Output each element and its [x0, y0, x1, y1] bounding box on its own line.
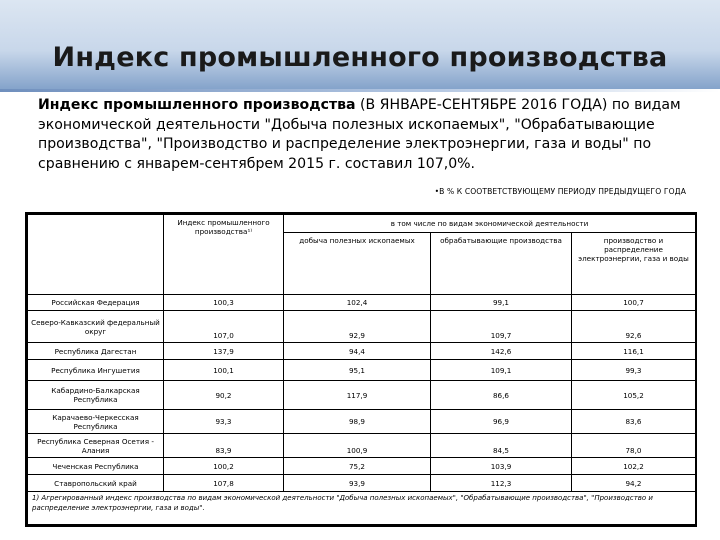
index-cell: 83,9: [164, 434, 284, 458]
region-cell: Российская Федерация: [28, 295, 164, 311]
mining-cell: 92,9: [284, 311, 431, 343]
lead-paragraph: [38, 96, 690, 174]
energy-cell: 99,3: [572, 360, 696, 381]
table-header-row-1: [28, 215, 696, 233]
data-table-frame: [25, 212, 697, 527]
mining-cell: 98,9: [284, 410, 431, 434]
table-row: [28, 360, 696, 381]
manufacturing-cell: 112,3: [431, 475, 572, 492]
manufacturing-cell: 103,9: [431, 458, 572, 475]
table-row: [28, 434, 696, 458]
index-cell: 93,3: [164, 410, 284, 434]
energy-cell: 116,1: [572, 343, 696, 360]
mining-cell: 100,9: [284, 434, 431, 458]
table-row: [28, 295, 696, 311]
manufacturing-cell: 99,1: [431, 295, 572, 311]
index-cell: 107,8: [164, 475, 284, 492]
energy-cell: 94,2: [572, 475, 696, 492]
energy-cell: 102,2: [572, 458, 696, 475]
header-mining: добыча полезных ископаемых: [284, 233, 431, 295]
index-cell: 100,3: [164, 295, 284, 311]
header-group: в том числе по видам экономической деятельности: [284, 215, 696, 233]
mining-cell: 93,9: [284, 475, 431, 492]
mining-cell: 117,9: [284, 381, 431, 410]
manufacturing-cell: 84,5: [431, 434, 572, 458]
energy-cell: 105,2: [572, 381, 696, 410]
region-cell: Чеченская Республика: [28, 458, 164, 475]
table-footnote-row: [28, 492, 696, 525]
index-cell: 90,2: [164, 381, 284, 410]
header-index: Индекс промышленного производства¹⁾: [164, 215, 284, 295]
table-row: [28, 475, 696, 492]
slide-title: Индекс промышленного производства: [52, 42, 668, 73]
mining-cell: 94,4: [284, 343, 431, 360]
energy-cell: 92,6: [572, 311, 696, 343]
mining-cell: 102,4: [284, 295, 431, 311]
manufacturing-cell: 142,6: [431, 343, 572, 360]
index-cell: 100,2: [164, 458, 284, 475]
region-cell: Республика Ингушетия: [28, 360, 164, 381]
region-cell: Республика Дагестан: [28, 343, 164, 360]
header-region-cell: [28, 215, 164, 295]
lead-bold-text: Индекс промышленного производства: [38, 97, 356, 113]
region-cell: Северо-Кавказский федеральный округ: [28, 311, 164, 343]
index-cell: 107,0: [164, 311, 284, 343]
industrial-index-table: [27, 214, 696, 525]
region-cell: Кабардино-Балкарская Республика: [28, 381, 164, 410]
header-energy: производство и распределение электроэнергии, газа и воды: [572, 233, 696, 295]
manufacturing-cell: 109,7: [431, 311, 572, 343]
index-cell: 100,1: [164, 360, 284, 381]
index-cell: 137,9: [164, 343, 284, 360]
table-note: •В % К СООТВЕТСТВУЮЩЕМУ ПЕРИОДУ ПРЕДЫДУЩЕГО ГОДА: [434, 187, 686, 196]
manufacturing-cell: 86,6: [431, 381, 572, 410]
table-row: [28, 311, 696, 343]
mining-cell: 75,2: [284, 458, 431, 475]
manufacturing-cell: 96,9: [431, 410, 572, 434]
table-row: [28, 458, 696, 475]
header-manufacturing: обрабатывающие производства: [431, 233, 572, 295]
energy-cell: 100,7: [572, 295, 696, 311]
table-row: [28, 410, 696, 434]
table-row: [28, 343, 696, 360]
energy-cell: 83,6: [572, 410, 696, 434]
region-cell: Ставропольский край: [28, 475, 164, 492]
region-cell: Карачаево-Черкесская Республика: [28, 410, 164, 434]
lead-text: (В ЯНВАРЕ-СЕНТЯБРЕ 2016 ГОДА) по видам экономической деятельности "Добыча полезных ископаемых", "Обрабатывающие производства", "Производство и распределение электроэнергии, газа и воды" по сравнению с январем-сентябрем 2015 г. составил 107,0%.: [38, 97, 681, 172]
mining-cell: 95,1: [284, 360, 431, 381]
energy-cell: 78,0: [572, 434, 696, 458]
table-footnote: 1) Агрегированный индекс производства по видам экономической деятельности "Добыча полезных ископаемых", "Обрабатывающие производства", "Производство и распределение электроэнергии, газа и воды".: [28, 492, 696, 525]
manufacturing-cell: 109,1: [431, 360, 572, 381]
table-row: [28, 381, 696, 410]
region-cell: Республика Северная Осетия - Алания: [28, 434, 164, 458]
